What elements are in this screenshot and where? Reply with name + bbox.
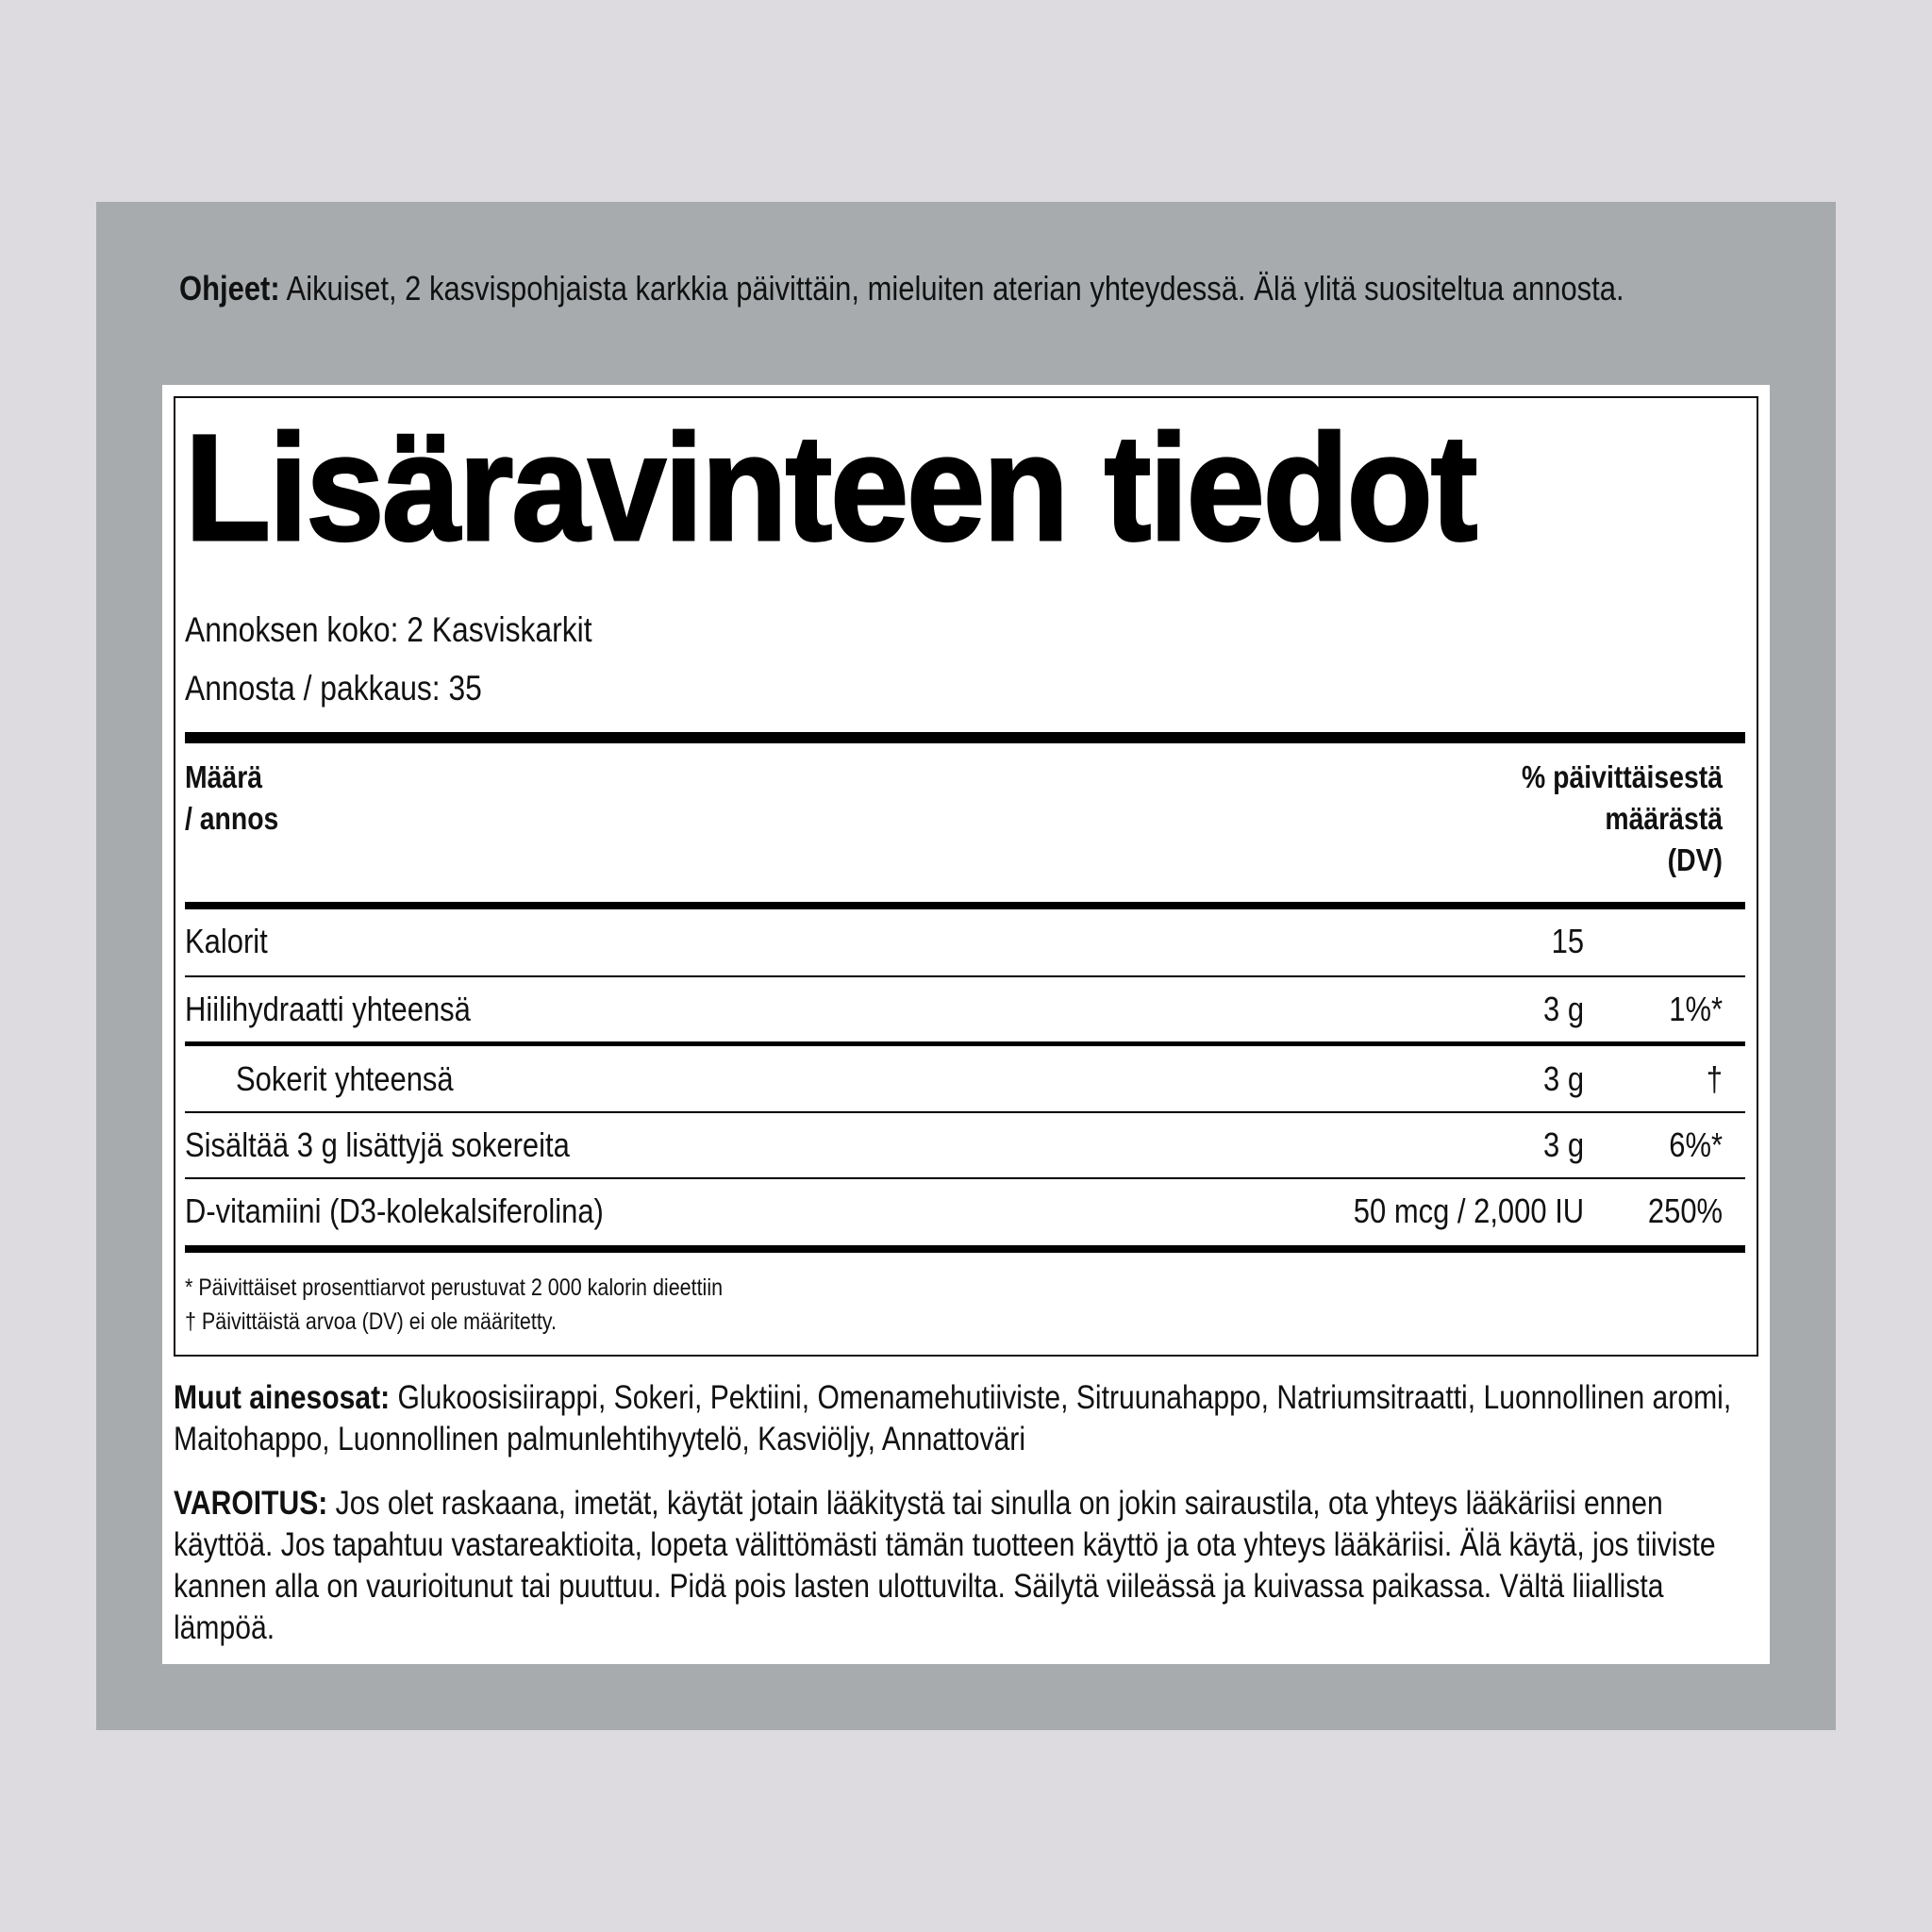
- supplement-facts-box: [174, 396, 1758, 1357]
- footnote-not-established: † Päivittäistä arvoa (DV) ei ole määritetty.: [185, 1308, 557, 1335]
- nutrient-dv: 6%*: [1669, 1125, 1723, 1164]
- header-dv-line1: % päivittäisestä: [1522, 759, 1723, 794]
- header-dv-line2: määrästä: [1605, 801, 1723, 836]
- nutrient-row: [185, 1179, 1745, 1245]
- nutrient-row: [185, 977, 1745, 1043]
- directions-text: [179, 266, 1786, 311]
- directions-label: Ohjeet:: [179, 269, 280, 308]
- header-amount: [185, 757, 278, 840]
- warning-label: VAROITUS:: [174, 1485, 328, 1522]
- nutrient-amount: 3 g: [1542, 1059, 1584, 1098]
- header-amount-line2: / annos: [185, 801, 279, 836]
- serving-size: Annoksen koko: 2 Kasviskarkit: [185, 610, 592, 649]
- footnote-daily-value: * Päivittäiset prosenttiarvot perustuvat 2 000 kalorin dieettiin: [185, 1274, 724, 1301]
- medium-divider: [185, 1245, 1745, 1253]
- nutrient-dv: †: [1706, 1059, 1723, 1098]
- servings-per-container: Annosta / pakkaus: 35: [185, 669, 482, 708]
- nutrient-amount: 50 mcg / 2,000 IU: [1353, 1191, 1584, 1230]
- header-dv-line3: (DV): [1667, 842, 1723, 877]
- nutrient-name: Sisältää 3 g lisättyjä sokereita: [185, 1125, 570, 1164]
- thick-divider: [185, 732, 1745, 743]
- row-divider: [185, 1041, 1745, 1046]
- other-ingredients-label: Muut ainesosat:: [174, 1379, 391, 1416]
- warning-text: Jos olet raskaana, imetät, käytät jotain lääkitystä tai sinulla on jokin sairaustila, ota yhteys lääkäriisi ennen käyttöä. Jos tapahtuu vastareaktioita, lopeta välittömästi tämän tuotteen käyttö ja ota yhteys lääkäriisi. Älä käytä, jos tiiviste kannen alla on vaurioitunut tai puuttuu. Pidä pois lasten ulottuvilta. Säilytä viileässä ja kuivassa paikassa. Vältä liiallista lämpöä.: [174, 1485, 1716, 1646]
- nutrient-name: Sokerit yhteensä: [236, 1059, 454, 1098]
- other-ingredients-text: Glukoosisiirappi, Sokeri, Pektiini, Omenamehutiiviste, Sitruunahappo, Natriumsitraatti, Luonnollinen aromi, Maitohappo, Luonnollinen palmunlehtihyytelö, Kasviöljy, Annattoväri: [174, 1379, 1732, 1457]
- nutrient-name: Hiilihydraatti yhteensä: [185, 990, 471, 1028]
- nutrient-row: [185, 1113, 1745, 1179]
- header-dv: [1398, 757, 1723, 881]
- nutrient-amount: 3 g: [1542, 990, 1584, 1028]
- nutrient-dv: 250%: [1647, 1191, 1723, 1230]
- header-amount-line1: Määrä: [185, 759, 263, 794]
- warning: [174, 1483, 1764, 1649]
- other-ingredients: [174, 1377, 1764, 1460]
- nutrient-row: [185, 1047, 1745, 1113]
- medium-divider: [185, 902, 1745, 909]
- facts-title: Lisäravinteen tiedot: [185, 403, 1476, 572]
- nutrient-dv: 1%*: [1669, 990, 1723, 1028]
- nutrient-name: Kalorit: [185, 922, 268, 960]
- nutrient-row: [185, 909, 1745, 975]
- nutrient-amount: 3 g: [1542, 1125, 1584, 1164]
- directions-body: Aikuiset, 2 kasvispohjaista karkkia päivittäin, mieluiten aterian yhteydessä. Älä ylitä suositeltua annosta.: [279, 269, 1624, 308]
- label-card: [162, 385, 1770, 1664]
- nutrient-amount: 15: [1551, 922, 1584, 960]
- nutrient-name: D-vitamiini (D3-kolekalsiferolina): [185, 1191, 604, 1230]
- label-panel: [96, 202, 1836, 1730]
